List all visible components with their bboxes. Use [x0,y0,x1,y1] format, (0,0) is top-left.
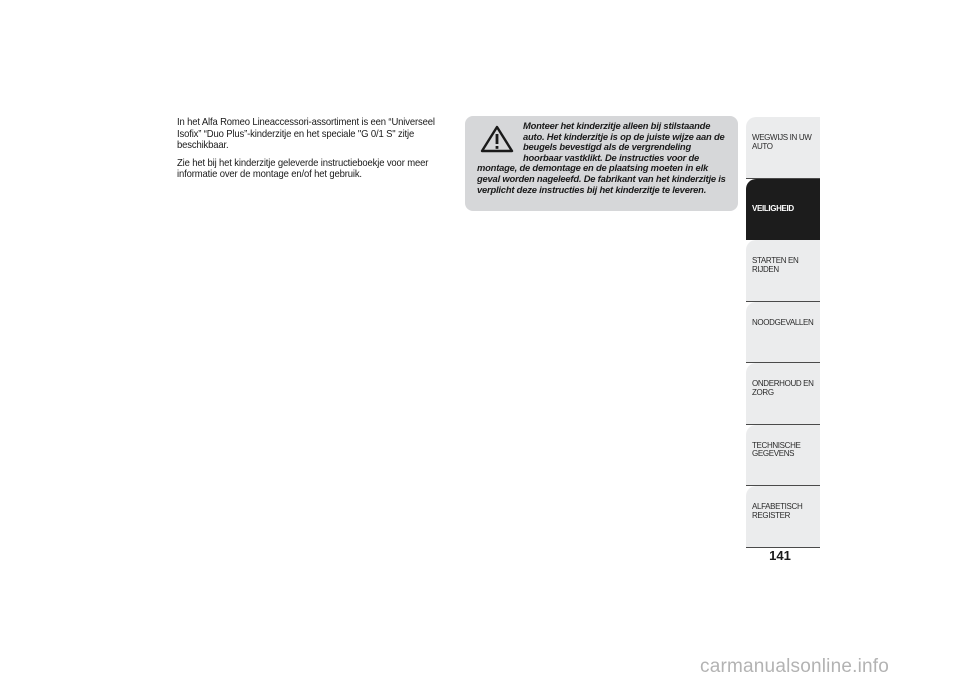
body-text-column [177,117,439,187]
tab-starten-en-rijden[interactable] [746,240,820,302]
page-number: 141 [769,548,791,563]
tab-label: TECHNISCHE GEGEVENS [752,440,801,459]
tab-label: WEGWIJS IN UW AUTO [752,133,812,151]
watermark: carmanualsonline.info [700,656,890,677]
tab-technische-gegevens[interactable] [746,425,820,487]
tab-wegwijs-in-uw-auto[interactable] [746,117,820,179]
warning-box [465,116,738,211]
tab-label: STARTEN EN RIJDEN [752,256,799,274]
tab-onderhoud-en-zorg[interactable] [746,363,820,425]
tab-noodgevallen[interactable] [746,302,820,364]
tab-alfabetisch-register[interactable] [746,486,820,548]
body-paragraph: Zie het bij het kinderzitje geleverde instructieboekje voor meer informatie over de montage en/of het gebruik. [177,157,429,181]
tab-label: ALFABETISCH REGISTER [752,502,803,520]
warning-triangle-icon [477,125,517,153]
tab-label: ONDERHOUD EN ZORG [752,379,814,397]
tab-label: NOODGEVALLEN [752,317,814,327]
warning-text: Monteer het kinderzitje alleen bij stilstaande auto. Het kinderzitje is op de juiste wijze aan de beugels bevestigd als de vergrendeling hoorbaar vastklikt. De instructies voor de montage, de demontage en de plaatsing moeten in elk geval worden nageleefd. De fabrikant van het kinderzitje is verplicht deze instructies bij het kinderzitje te leveren. [477,120,726,195]
tab-veiligheid[interactable] [746,179,820,241]
body-paragraph: In het Alfa Romeo Lineaccessori-assortiment is een “Universeel Isofix” “Duo Plus”-kinderzitje en het speciale "G 0/1 S" zitje beschikbaar. [177,117,435,152]
tab-label: VEILIGHEID [752,203,794,213]
chapter-tabs [746,117,820,548]
